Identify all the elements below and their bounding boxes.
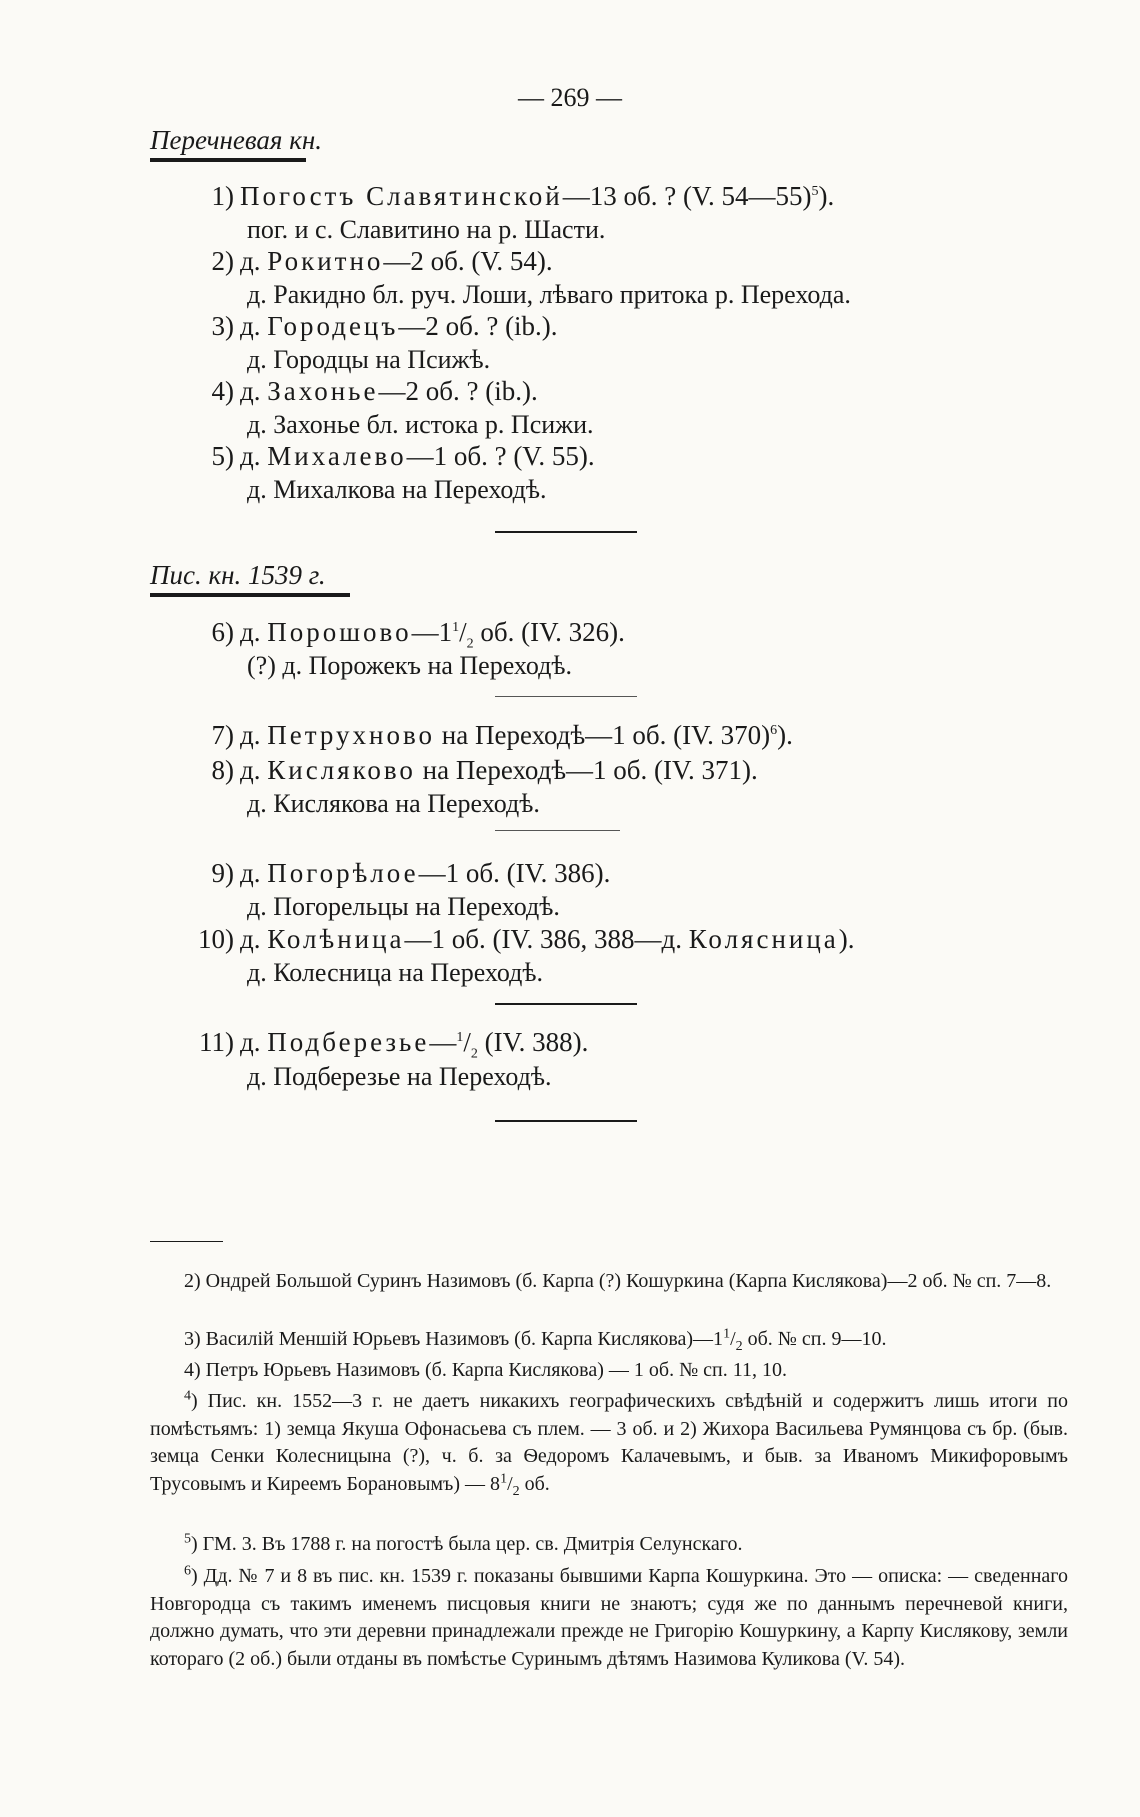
footnote-2: 2) Ондрей Большой Суринъ Назимовъ (б. Карпа (?) Кошуркина (Карпа Кислякова)—2 об. № сп. 7—8. — [184, 1270, 1052, 1292]
entry-10-identification: д. Колесница на Переходѣ. — [247, 958, 543, 987]
entry-11-identification: д. Подберезье на Переходѣ. — [247, 1062, 552, 1091]
section-end-divider — [495, 1120, 637, 1122]
footnote-4: 4) Петръ Юрьевъ Назимовъ (б. Карпа Кислякова) — 1 об. № сп. 11, 10. — [184, 1359, 787, 1381]
entry-6-identification: (?) д. Порожекъ на Переходѣ. — [247, 651, 573, 680]
entry-8: 8) д. Кисляково на Переходѣ—1 об. (IV. 371). — [211, 755, 758, 785]
entry-5: 5) д. Михалево—1 об. ? (V. 55). — [211, 441, 595, 471]
entry-1-identification: пог. и с. Славитино на р. Шасти. — [247, 215, 606, 244]
note-6: $^6$) Дд. № 7 и 8 въ пис. кн. 1539 г. показаны бывшими Карпа Кошуркина. Это — описка: — сведеннаго Новгородца съ такимъ именемъ писцовыя книги не знаютъ; судя же по даннымъ перечневой книги, должно думать, что эти деревни принадлежали прежде не Григорію Кошуркину, а Карпу Кислякову, земли котораго (2 об.) были отданы въ помѣстье Суринымъ дѣтямъ Назимова Куликова (V. 54). — [150, 1563, 1068, 1670]
entry-4-identification: д. Захонье бл. истока р. Псижи. — [247, 410, 594, 439]
entry-6: 6) д. $Порошово—1^1/_2$ об. (IV. 326). — [211, 617, 625, 652]
entry-8-identification: д. Кислякова на Переходѣ. — [247, 789, 540, 818]
entry-7: 7) д. Петрухново на Переходѣ—1 об. (IV. 370)$^6$). — [211, 720, 793, 750]
note-4: $^4$) Пис. кн. 1552—3 г. не даетъ никакихъ географическихъ свѣдѣній и содержитъ лишь итоги по помѣстьямъ: 1) земца Якуша Офонасьева съ плем. — 3 об. и 2) Жихора Васильева Румянцова съ бр. (быв. земца Сенки Колесницына (?), ч. б. за Ѳедоромъ Калачевымъ, и быв. за Иваномъ Микифоровымъ Трусовымъ и Киреемъ Борановымъ) — $8^1/_2$ об. — [150, 1388, 1068, 1499]
entry-1: 1) Погостъ Славятинской—13 об. ? (V. 54—55)$^5$). — [211, 181, 835, 211]
section-underline — [150, 158, 306, 162]
footnote-3: 3) Василій Меншій Юрьевъ Назимовъ (б. Карпа $Кислякова)—1^1/_2$ об. № сп. 9—10. — [184, 1326, 887, 1354]
section-underline — [150, 593, 350, 597]
entry-4: 4) д. Захонье—2 об. ? (ib.). — [211, 376, 538, 406]
note-5: $^5$) ГМ. 3. Въ 1788 г. на погостѣ была цер. св. Дмитрія Селунскаго. — [184, 1531, 743, 1555]
section-title-perechnevaya: Перечневая кн. — [150, 125, 322, 155]
divider — [495, 830, 620, 831]
entry-5-identification: д. Михалкова на Переходѣ. — [247, 475, 547, 504]
entry-9: 9) д. Погорѣлое—1 об. (IV. 386). — [211, 858, 611, 888]
footnote-separator — [150, 1241, 223, 1242]
entry-11: 11) д. $Подберезье—^1/_2$ (IV. 388). — [199, 1027, 589, 1062]
entry-9-identification: д. Погорельцы на Переходѣ. — [247, 892, 560, 921]
entry-2-identification: д. Ракидно бл. руч. Лоши, лѣваго притока р. Перехода. — [247, 280, 851, 309]
section-title-pis-kn-1539: Пис. кн. 1539 г. — [150, 560, 326, 590]
page-number: — 269 — — [518, 83, 622, 112]
entry-10: 10) д. Колѣница—1 об. (IV. 386, 388—д. Колясница). — [198, 924, 855, 954]
section-divider — [495, 531, 637, 533]
divider — [495, 696, 637, 697]
entry-2: 2) д. Рокитно—2 об. (V. 54). — [211, 246, 553, 276]
entry-3: 3) д. Городецъ—2 об. ? (ib.). — [211, 311, 558, 341]
entry-3-identification: д. Городцы на Псижѣ. — [247, 345, 491, 374]
divider — [495, 1003, 637, 1005]
